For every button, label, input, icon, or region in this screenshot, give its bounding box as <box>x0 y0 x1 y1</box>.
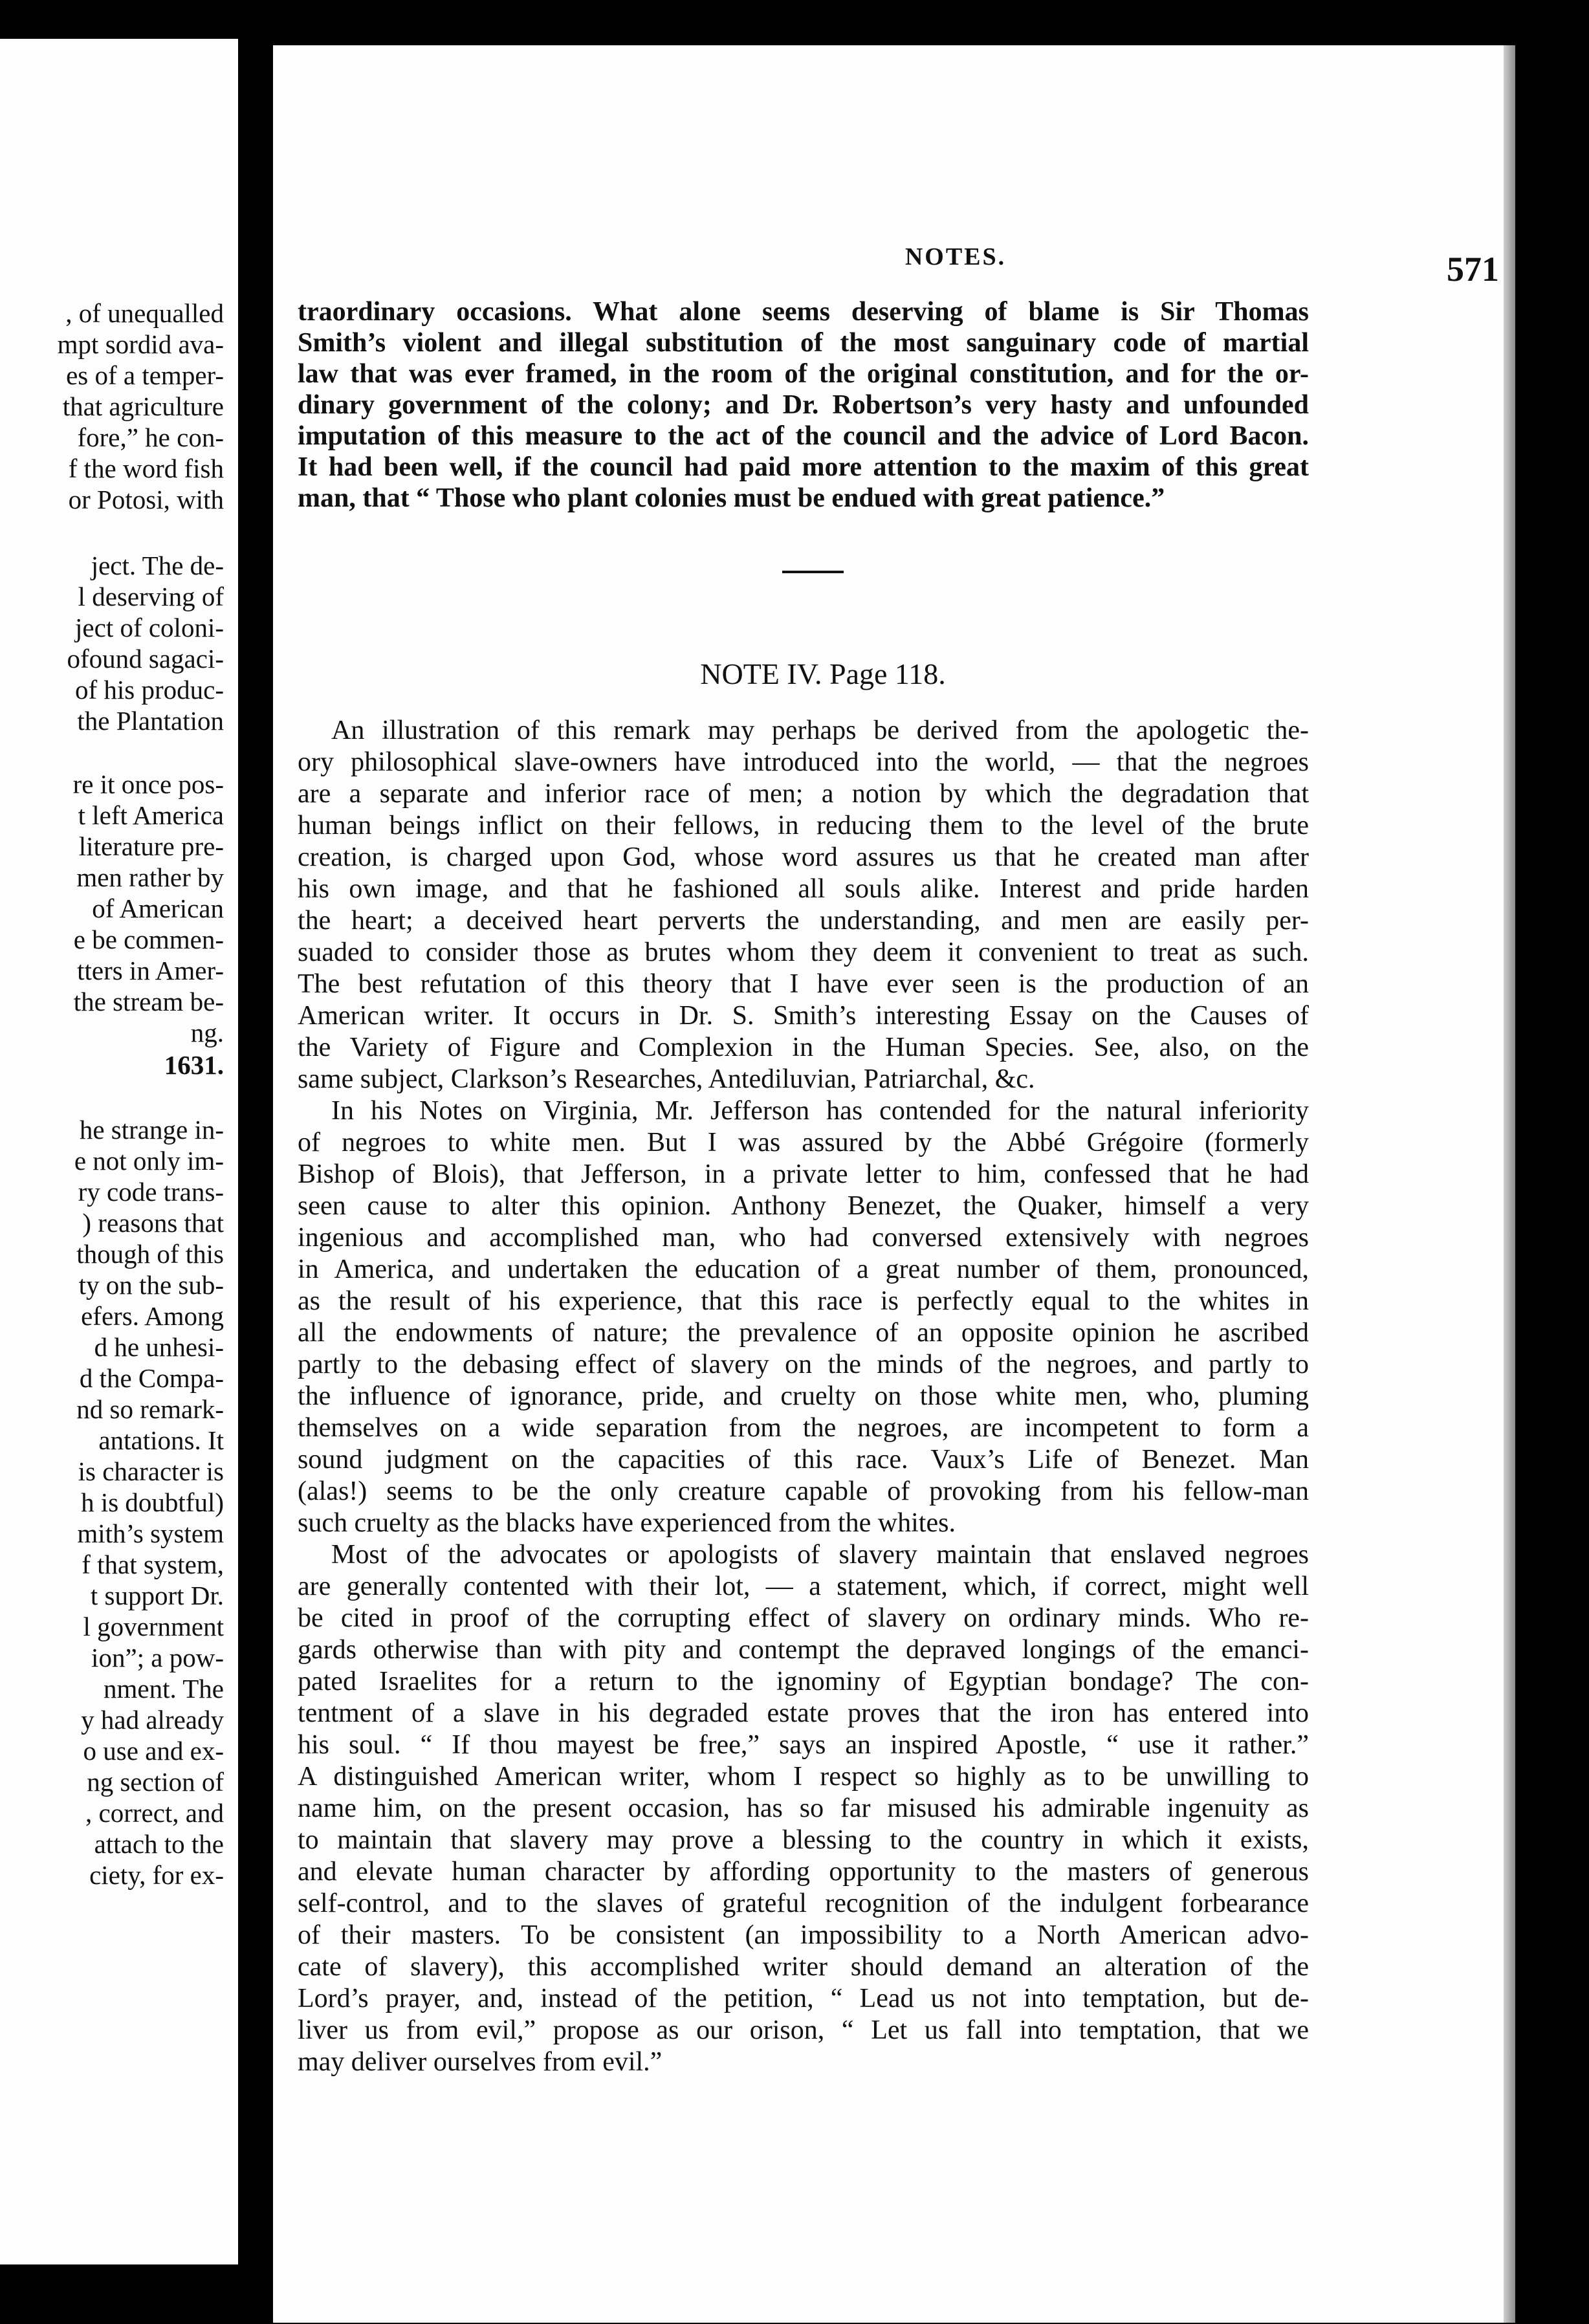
text-line: attach to the <box>94 1829 224 1859</box>
text-line: ory philosophical slave-owners have introduced into the world, — that the negroes <box>298 747 1309 777</box>
text-line: creation, is charged upon God, whose word assures us that he created man after <box>298 842 1309 872</box>
text-line: seen cause to alter this opinion. Anthony Benezet, the Quaker, himself a very <box>298 1191 1309 1221</box>
text-line: of their masters. To be consistent (an impossibility to a North American advo- <box>298 1920 1309 1950</box>
text-line: are a separate and inferior race of men; a notion by which the degradation that <box>298 779 1309 809</box>
running-head: NOTES. <box>904 243 1007 270</box>
text-line: f the word fish <box>68 454 224 483</box>
text-line: his own image, and that he fashioned all souls alike. Interest and pride harden <box>298 874 1309 904</box>
text-line: ry code trans- <box>78 1177 224 1207</box>
text-line: in America, and undertaken the education of a great number of them, pronounced, <box>298 1255 1309 1284</box>
text-line: that agriculture <box>62 391 224 421</box>
text-line: ion”; a pow- <box>91 1643 224 1672</box>
text-line: though of this <box>76 1239 224 1269</box>
text-line: o use and ex- <box>83 1736 224 1766</box>
text-line: h is doubtful) <box>81 1487 224 1517</box>
text-line: as the result of his experience, that this race is perfectly equal to the whites in <box>298 1286 1309 1316</box>
text-line: ingenious and accomplished man, who had conversed extensively with negroes <box>298 1223 1309 1253</box>
text-line: tentment of a slave in his degraded estate proves that the iron has entered into <box>298 1698 1309 1728</box>
text-line: ciety, for ex- <box>89 1860 224 1890</box>
text-line: imputation of this measure to the act of the council and the advice of Lord Bacon. <box>298 421 1309 451</box>
text-line: , of unequalled <box>65 298 224 328</box>
text-line: 1631. <box>164 1050 224 1080</box>
text-line: the stream be- <box>73 987 224 1016</box>
text-line: the heart; a deceived heart perverts the understanding, and men are easily per- <box>298 906 1309 936</box>
text-line: d the Compa- <box>79 1363 224 1393</box>
text-line: are generally contented with their lot, — a statement, which, if correct, might well <box>298 1572 1309 1601</box>
text-line: may deliver ourselves from evil.” <box>298 2047 663 2077</box>
text-line: of American <box>92 893 224 923</box>
text-line: , correct, and <box>85 1798 224 1828</box>
text-line: be cited in proof of the corrupting effect of slavery on ordinary minds. Who re- <box>298 1603 1309 1633</box>
text-line: Bishop of Blois), that Jefferson, in a private letter to him, confessed that he had <box>298 1159 1309 1189</box>
text-line: An illustration of this remark may perhaps be derived from the apologetic the- <box>331 716 1309 745</box>
text-line: is character is <box>78 1456 224 1486</box>
text-line: American writer. It occurs in Dr. S. Smith’s interesting Essay on the Causes of <box>298 1001 1309 1031</box>
right-page <box>273 45 1515 2323</box>
left-page-fragment <box>0 39 238 2264</box>
text-line: of negroes to white men. But I was assured by the Abbé Grégoire (formerly <box>298 1128 1309 1157</box>
text-line: ) reasons that <box>82 1208 224 1238</box>
text-line: In his Notes on Virginia, Mr. Jefferson has contended for the natural inferiority <box>331 1096 1309 1126</box>
text-line: law that was ever framed, in the room of the original constitution, and for the or- <box>298 359 1309 389</box>
text-line: he strange in- <box>79 1115 224 1145</box>
text-line: the Variety of Figure and Complexion in the Human Species. See, also, on the <box>298 1033 1309 1062</box>
text-line: tters in Amer- <box>77 956 224 985</box>
text-line: to maintain that slavery may prove a blessing to the country in which it exists, <box>298 1825 1309 1855</box>
text-line: all the endowments of nature; the prevalence of an opposite opinion he ascribed <box>298 1318 1309 1348</box>
text-line: the Plantation <box>77 706 224 736</box>
text-line: nd so remark- <box>76 1394 224 1424</box>
text-line: antations. It <box>98 1425 224 1455</box>
text-line: man, that “ Those who plant colonies must be endued with great patience.” <box>298 483 1165 513</box>
text-line: y had already <box>81 1705 224 1735</box>
text-line: literature pre- <box>78 831 224 861</box>
text-line: nment. The <box>104 1674 224 1704</box>
text-line: partly to the debasing effect of slavery on the minds of the negroes, and partly to <box>298 1350 1309 1379</box>
text-line: f that system, <box>82 1550 224 1579</box>
text-line: es of a temper- <box>66 360 224 390</box>
text-line: themselves on a wide separation from the negroes, are incompetent to form a <box>298 1413 1309 1443</box>
text-line: self-control, and to the slaves of grateful recognition of the indulgent forbearance <box>298 1889 1309 1918</box>
text-line: mpt sordid ava- <box>57 329 224 359</box>
page-edge-shadow <box>1504 45 1515 2323</box>
text-line: name him, on the present occasion, has so far misused his admirable ingenuity as <box>298 1793 1309 1823</box>
text-line: cate of slavery), this accomplished writer should demand an alteration of the <box>298 1952 1309 1982</box>
text-line: t left America <box>78 800 224 830</box>
note-heading: NOTE IV. Page 118. <box>700 657 946 690</box>
text-line: human beings inflict on their fellows, in reducing them to the level of the brute <box>298 811 1309 840</box>
text-line: ofound sagaci- <box>67 644 224 674</box>
text-line: mith’s system <box>77 1518 224 1548</box>
text-line: A distinguished American writer, whom I respect so highly as to be unwilling to <box>298 1762 1309 1792</box>
text-line: efers. Among <box>81 1301 224 1331</box>
text-line: the influence of ignorance, pride, and cruelty on those white men, who, pluming <box>298 1381 1309 1411</box>
text-line: ject of coloni- <box>75 613 224 642</box>
text-line: l deserving of <box>78 582 224 611</box>
text-line: l government <box>83 1612 224 1641</box>
text-line: ng. <box>190 1018 224 1047</box>
text-line: (alas!) seems to be the only creature capable of provoking from his fellow-man <box>298 1476 1309 1506</box>
text-line: his soul. “ If thou mayest be free,” says an inspired Apostle, “ use it rather.” <box>298 1730 1309 1760</box>
text-line: fore,” he con- <box>77 422 224 452</box>
text-line: e be commen- <box>73 925 224 954</box>
text-line: Lord’s prayer, and, instead of the petition, “ Lead us not into temptation, but de- <box>298 1984 1309 2013</box>
text-line: gards otherwise than with pity and contempt the depraved longings of the emanci- <box>298 1635 1309 1665</box>
text-line: liver us from evil,” propose as our orison, “ Let us fall into temptation, that we <box>298 2015 1309 2045</box>
text-line: t support Dr. <box>90 1581 224 1610</box>
text-line: such cruelty as the blacks have experienced from the whites. <box>298 1508 956 1538</box>
text-line: ject. The de- <box>91 551 224 580</box>
text-line: or Potosi, with <box>68 485 224 514</box>
text-line: suaded to consider those as brutes whom they deem it convenient to treat as such. <box>298 937 1309 967</box>
text-line: pated Israelites for a return to the ignominy of Egyptian bondage? The con- <box>298 1667 1309 1696</box>
text-line: ty on the sub- <box>78 1270 224 1300</box>
text-line: Most of the advocates or apologists of slavery maintain that enslaved negroes <box>331 1540 1309 1570</box>
text-line: ng section of <box>87 1767 224 1797</box>
page-number: 571 <box>1447 250 1499 289</box>
text-line: The best refutation of this theory that I have ever seen is the production of an <box>298 969 1309 999</box>
text-line: re it once pos- <box>72 769 224 799</box>
text-line: traordinary occasions. What alone seems deserving of blame is Sir Thomas <box>298 297 1309 327</box>
text-line: dinary government of the colony; and Dr. Robertson’s very hasty and unfounded <box>298 390 1309 420</box>
text-line: sound judgment on the capacities of this race. Vaux’s Life of Benezet. Man <box>298 1445 1309 1474</box>
text-line: It had been well, if the council had paid more attention to the maxim of this great <box>298 452 1309 482</box>
section-divider <box>782 571 844 573</box>
text-line: Smith’s violent and illegal substitution of the most sanguinary code of martial <box>298 328 1309 358</box>
text-line: d he unhesi- <box>94 1332 224 1362</box>
text-line: same subject, Clarkson’s Researches, Antediluvian, Patriarchal, &c. <box>298 1064 1035 1094</box>
text-line: men rather by <box>76 862 224 892</box>
text-line: of his produc- <box>74 675 224 705</box>
text-line: and elevate human character by affording opportunity to the masters of generous <box>298 1857 1309 1887</box>
text-line: e not only im- <box>74 1146 224 1176</box>
